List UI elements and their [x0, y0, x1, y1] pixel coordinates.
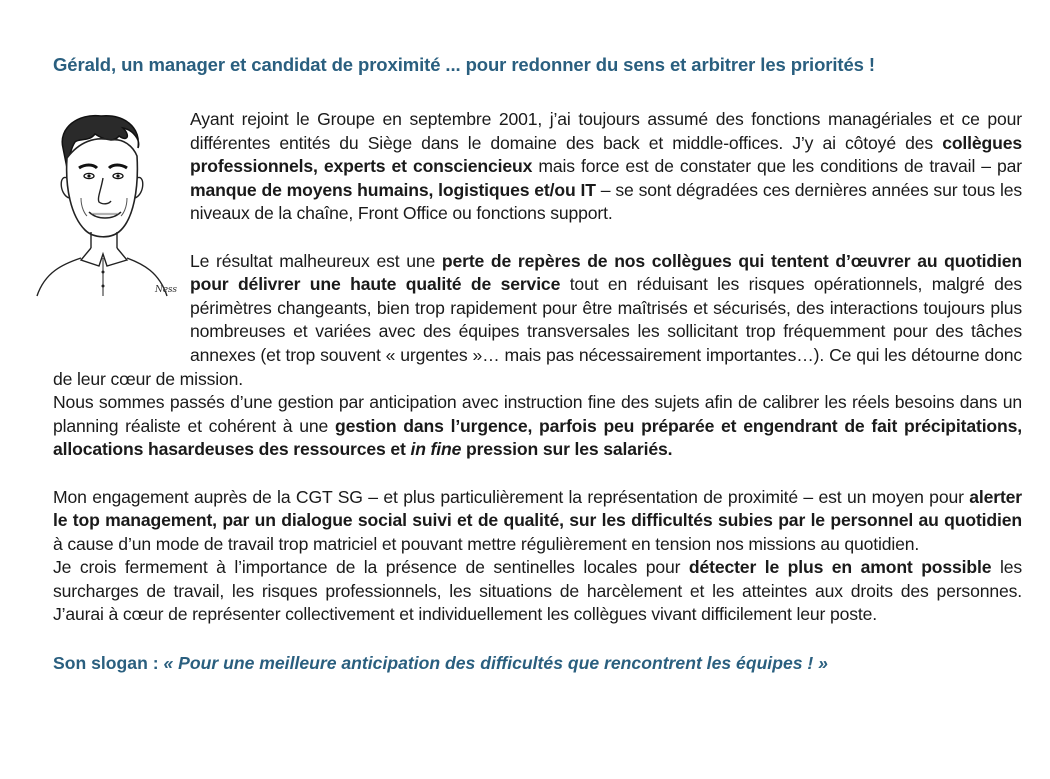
- bold-italic-run: in fine: [410, 439, 462, 460]
- shirt-button: [102, 285, 105, 288]
- bold-run: collègues professionnels, experts et consciencieux: [190, 132, 1022, 177]
- paragraph-5: [53, 556, 1022, 627]
- text-run: Le résultat malheureux est une: [190, 250, 442, 271]
- bold-run: pression sur les salariés.: [461, 439, 673, 460]
- text-run: à cause d’un mode de travail trop matriciel et pouvant mettre régulièrement en tension nos missions au quotidien.: [53, 533, 920, 554]
- shirt-collar: [81, 248, 127, 266]
- text-run: Mon engagement auprès de la CGT SG – et plus particulièrement la représentation de proximité – est un moyen pour: [53, 486, 970, 507]
- artist-signature: Ness: [155, 285, 177, 295]
- paragraph-4: [53, 486, 1022, 557]
- text-run: les surcharges de travail, les risques professionnels, les situations de harcèlement et les atteintes aux droits des personnes. J’aurai à cœur de représenter collectivement et individuellement les collègues vivant difficilement leur poste.: [53, 557, 1022, 625]
- caricature-drawing: [23, 108, 177, 298]
- bold-run: alerter le top management, par un dialogue social suivi et de qualité, sur les difficultés subies par le personnel au quotidien: [53, 486, 1022, 531]
- text-run: Nous sommes passés d’une gestion par anticipation avec instruction fine des sujets afin de calibrer les réels besoins dans un planning réaliste et cohérent à une: [53, 392, 1022, 436]
- body-text: [53, 108, 1022, 627]
- title-spacer: [53, 78, 1022, 108]
- bold-run: détecter le plus en amont possible: [688, 557, 992, 578]
- left-pupil: [87, 174, 90, 177]
- page-title: Gérald, un manager et candidat de proximité ... pour redonner du sens et arbitrer les priorités !: [53, 54, 875, 75]
- shoulders: [37, 258, 167, 296]
- right-pupil: [116, 174, 119, 177]
- flyer-page: [53, 52, 1022, 675]
- bold-run: manque de moyens humains, logistiques et/ou IT: [190, 179, 596, 200]
- paragraph-gap: [53, 226, 1022, 250]
- portrait-caricature: [53, 108, 190, 344]
- text-run: – se sont dégradées ces dernières années sur tous les niveaux de la chaîne, Front Office ou fonctions support.: [190, 179, 1022, 224]
- text-run: Je crois fermement à l’importance de la présence de sentinelles locales pour: [53, 557, 689, 578]
- shirt-button: [102, 271, 105, 274]
- bold-run: perte de repères de nos collègues qui tentent d’œuvrer au quotidien pour délivrer une haute qualité de service: [190, 250, 1022, 295]
- text-run: tout en réduisant les risques opérationnels, malgré des périmètres changeants, bien trop rapidement pour être maîtrisés et sécurisés, des interactions toujours plus nombreuses et variées avec des équipes transversales les sollicitant trop fréquemment pour des tâches annexes (et trop souvent « urgentes »… mais pas nécessairement importantes…). Ce qui les détourne donc de leur cœur de mission.: [53, 274, 1022, 389]
- slogan-quote: « Pour une meilleure anticipation des difficultés que rencontrent les équipes ! »: [163, 653, 828, 674]
- paragraph-1: [53, 108, 1022, 226]
- face-outline: [67, 139, 138, 237]
- paragraph-2: [53, 250, 1022, 392]
- slogan-label: Son slogan :: [53, 653, 164, 674]
- bold-run: gestion dans l’urgence, parfois peu préparée et engendrant de fait précipitations, allocations hasardeuses des ressources et: [53, 415, 1022, 460]
- paragraph-3: [53, 391, 1022, 462]
- text-run: Ayant rejoint le Groupe en septembre 2001, j’ai toujours assumé des fonctions managériales et ce pour différentes entités du Siège dans le domaine des back et middle-offices. J’y ai côtoyé des: [190, 109, 1022, 153]
- paragraph-gap: [53, 462, 1022, 486]
- slogan: [53, 651, 1022, 675]
- text-run: mais force est de constater que les conditions de travail – par: [532, 156, 1022, 177]
